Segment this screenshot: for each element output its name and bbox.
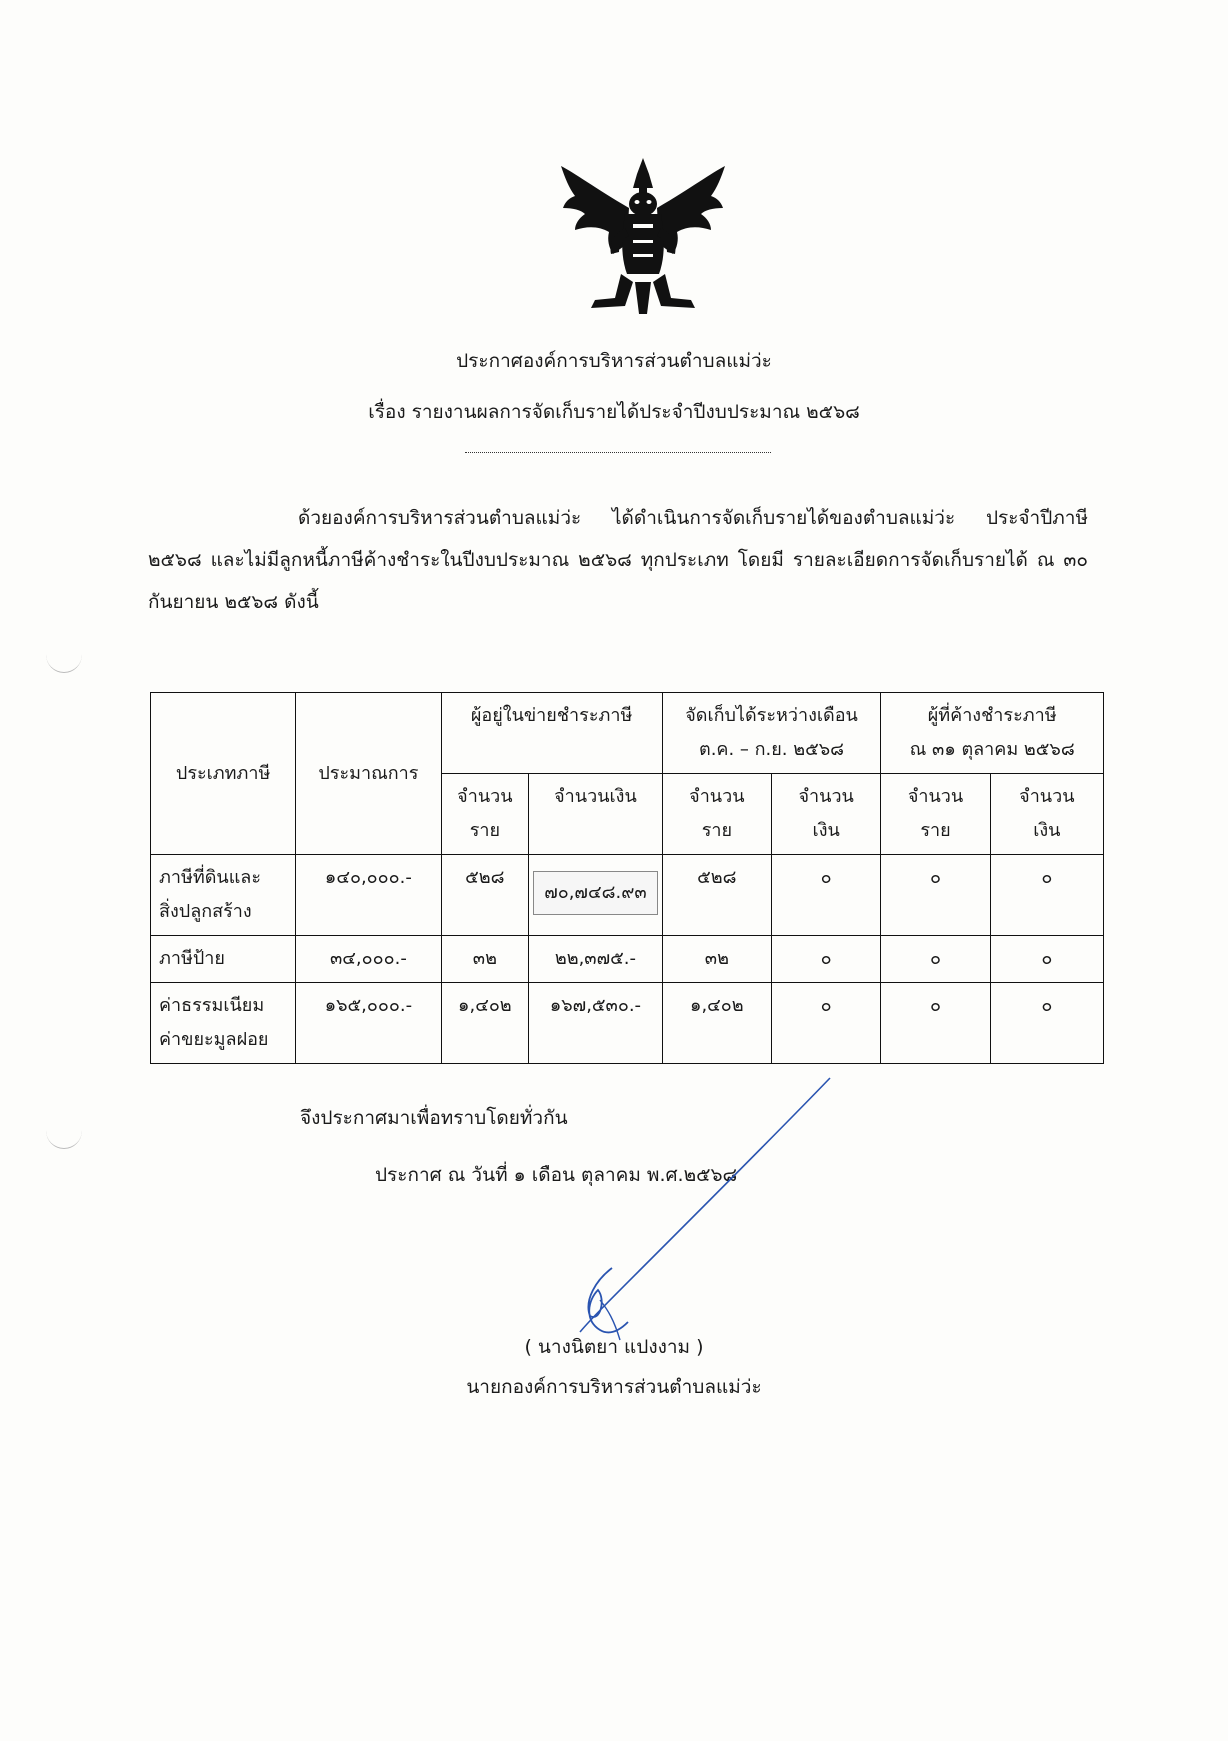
cell-collected-amount: ๐ [772,855,881,936]
cell-net-count: ๑,๔๐๒ [441,983,529,1064]
cell-tax-type: ภาษีที่ดินและ สิ่งปลูกสร้าง [151,855,296,936]
cell-estimate: ๓๔,๐๐๐.- [296,936,441,983]
subheader-amount: จำนวน เงิน [772,774,881,855]
header-in-network: ผู้อยู่ในข่ายชำระภาษี [441,693,662,774]
subheader-count: จำนวน ราย [662,774,771,855]
cell-net-amount [529,855,663,936]
punch-hole-mark [46,636,82,673]
garuda-emblem-icon [555,148,731,324]
subheader-amount: จำนวนเงิน [529,774,663,855]
closing-statement: จึงประกาศมาเพื่อทราบโดยทั่วกัน [300,1107,568,1129]
table-row [151,983,1104,1064]
cell-net-amount: ๑๖๗,๕๓๐.- [529,983,663,1064]
punch-hole-mark [46,1112,82,1149]
subheader-count: จำนวน ราย [441,774,529,855]
cell-collected-amount: ๐ [772,936,881,983]
cell-estimate: ๑๔๐,๐๐๐.- [296,855,441,936]
cell-collected-count: ๕๒๘ [662,855,771,936]
cell-tax-type: ค่าธรรมเนียม ค่าขยะมูลฝอย [151,983,296,1064]
revenue-table [150,692,1104,1064]
cell-collected-amount: ๐ [772,983,881,1064]
signer-name: ( นางนิตยา แปงงาม ) [524,1336,704,1358]
announcement-subject: เรื่อง รายงานผลการจัดเก็บรายได้ประจำปีงบประมาณ ๒๕๖๘ [368,401,860,423]
announcement-date: ประกาศ ณ วันที่ ๑ เดือน ตุลาคม พ.ศ.๒๕๖๘ [375,1164,738,1186]
header-tax-type: ประเภทภาษี [151,693,296,855]
subheader-count: จำนวน ราย [881,774,990,855]
subheader-amount: จำนวน เงิน [990,774,1103,855]
dotted-separator [465,452,771,453]
body-paragraph-text: ด้วยองค์การบริหารส่วนตำบลแม่ว่ะ ได้ดำเนินการจัดเก็บรายได้ของตำบลแม่ว่ะ ประจำปีภาษี ๒๕๖๘ และไม่มีลูกหนี้ภาษีค้างชำระในปีงบประมาณ ๒๕๖๘ ทุกประเภท โดยมี รายละเอียดการจัดเก็บรายได้ ณ ๓๐ กันยายน ๒๕๖๘ ดังนี้ [148,507,1088,613]
boxed-amount: ๗๐,๗๔๘.๙๓ [533,871,658,915]
table-row [151,936,1104,983]
table-row [151,855,1104,936]
table-header-row [151,693,1104,774]
cell-collected-count: ๑,๔๐๒ [662,983,771,1064]
header-estimate: ประมาณการ [296,693,441,855]
cell-outstanding-amount: ๐ [990,983,1103,1064]
header-collected: จัดเก็บได้ระหว่างเดือน ต.ค. – ก.ย. ๒๕๖๘ [662,693,881,774]
cell-outstanding-amount: ๐ [990,936,1103,983]
cell-outstanding-count: ๐ [881,936,990,983]
signer-title: นายกองค์การบริหารส่วนตำบลแม่ว่ะ [466,1376,762,1398]
cell-collected-count: ๓๒ [662,936,771,983]
header-outstanding: ผู้ที่ค้างชำระภาษี ณ ๓๑ ตุลาคม ๒๕๖๘ [881,693,1104,774]
announcement-title: ประกาศองค์การบริหารส่วนตำบลแม่ว่ะ [456,350,772,372]
cell-outstanding-count: ๐ [881,855,990,936]
cell-outstanding-amount: ๐ [990,855,1103,936]
cell-outstanding-count: ๐ [881,983,990,1064]
cell-net-count: ๕๒๘ [441,855,529,936]
cell-net-amount: ๒๒,๓๗๕.- [529,936,663,983]
cell-net-count: ๓๒ [441,936,529,983]
body-paragraph [148,497,1088,623]
cell-tax-type: ภาษีป้าย [151,936,296,983]
cell-estimate: ๑๖๕,๐๐๐.- [296,983,441,1064]
